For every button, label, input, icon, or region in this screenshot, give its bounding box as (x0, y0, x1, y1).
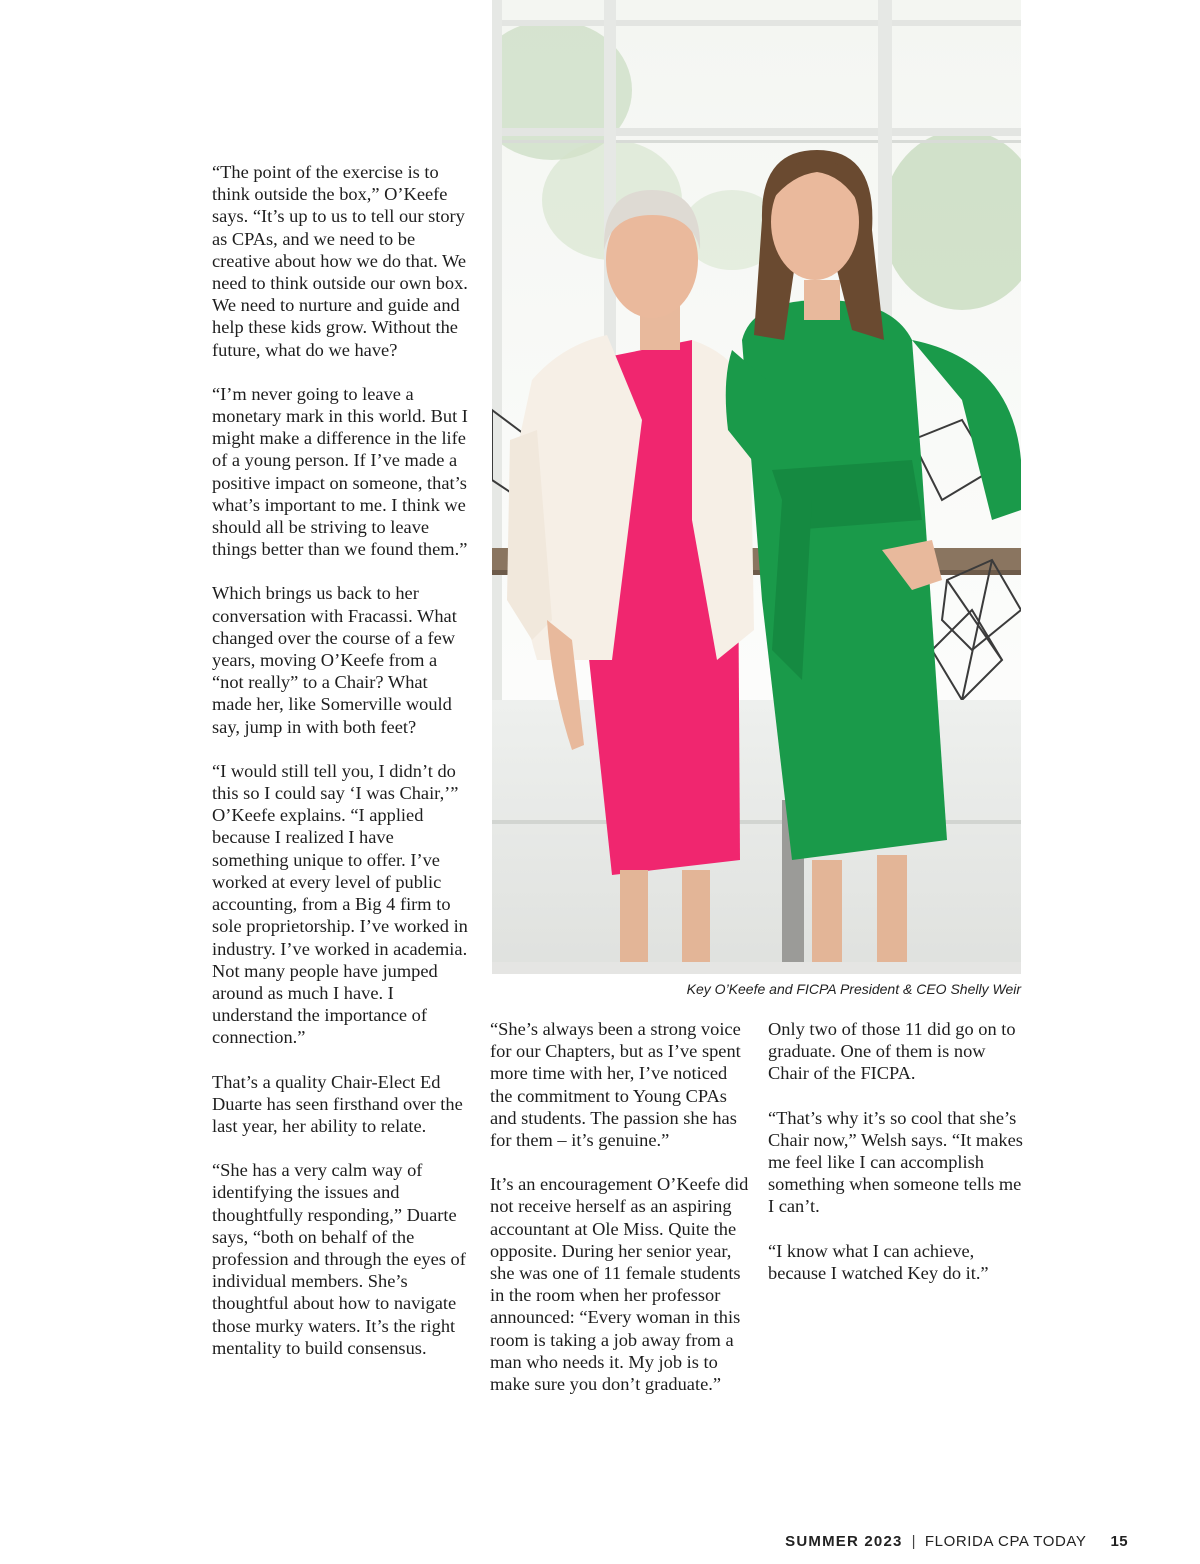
page-footer (785, 1533, 1128, 1550)
article-column-middle (490, 1018, 750, 1417)
article-photo (492, 0, 1021, 974)
publication-name: FLORIDA CPA TODAY (924, 1533, 1087, 1550)
article-column-right (768, 1018, 1028, 1306)
footer-separator: | (911, 1533, 916, 1550)
article-paragraph: “The point of the exercise is to think outside the box,” O’Keefe says. “It’s up to us to tell our story as CPAs, and we need to be creative about how we do that. We need to think outside our own box. We need to nurture and guide and help these kids grow. Without the future, what do we have? (212, 162, 468, 360)
article-paragraph: “She has a very calm way of identifying the issues and thoughtfully responding,” Duarte says, “both on behalf of the profession and through the eyes of individual members. She’s thoughtful about how to navigate those murky waters. It’s the right mentality to build consensus. (212, 1160, 466, 1358)
issue-season: SUMMER 2023 (785, 1533, 903, 1550)
article-paragraph: “She’s always been a strong voice for our Chapters, but as I’ve spent more time with her, I’ve noticed the commitment to Young CPAs and students. The passion she has for them – it’s genuine.” (490, 1019, 741, 1151)
page-number: 15 (1110, 1533, 1128, 1550)
article-paragraph: “That’s why it’s so cool that she’s Chair now,” Welsh says. “It makes me feel like I can accomplish something when someone tells me I can’t. (768, 1107, 1023, 1217)
article-paragraph: Which brings us back to her conversation with Fracassi. What changed over the course of a few years, moving O’Keefe from a “not really” to a Chair? What made her, like Somerville would say, jump in with both feet? (212, 583, 457, 737)
article-paragraph: That’s a quality Chair-Elect Ed Duarte has seen firsthand over the last year, her ability to relate. (212, 1071, 463, 1136)
article-paragraph: It’s an encouragement O’Keefe did not receive herself as an aspiring accountant at Ole Miss. Quite the opposite. During her senior year, she was one of 11 female students in the room when her professor announced: “Every woman in this room is taking a job away from a man who needs it. My job is to make sure you don’t graduate.” (490, 1174, 749, 1395)
article-column-left (212, 161, 472, 1381)
photo-caption: Key O’Keefe and FICPA President & CEO Shelly Weir (686, 981, 1021, 997)
article-paragraph: “I’m never going to leave a monetary mark in this world. But I might make a difference in the life of a young person. If I’ve made a positive impact on someone, that’s what’s important to me. I think we should all be striving to leave things better than we found them.” (212, 383, 468, 560)
photo-illustration (492, 0, 1021, 974)
article-paragraph: Only two of those 11 did go on to graduate. One of them is now Chair of the FICPA. (768, 1019, 1016, 1084)
article-paragraph: “I would still tell you, I didn’t do this so I could say ‘I was Chair,’” O’Keefe explains. “I applied because I realized I have something unique to offer. I’ve worked at every level of public accounting, from a Big 4 firm to sole proprietorship. I’ve worked in industry. I’ve worked in academia. Not many people have jumped around as much I have. I understand the importance of connection.” (212, 760, 468, 1048)
article-paragraph: “I know what I can achieve, because I watched Key do it.” (768, 1240, 989, 1283)
